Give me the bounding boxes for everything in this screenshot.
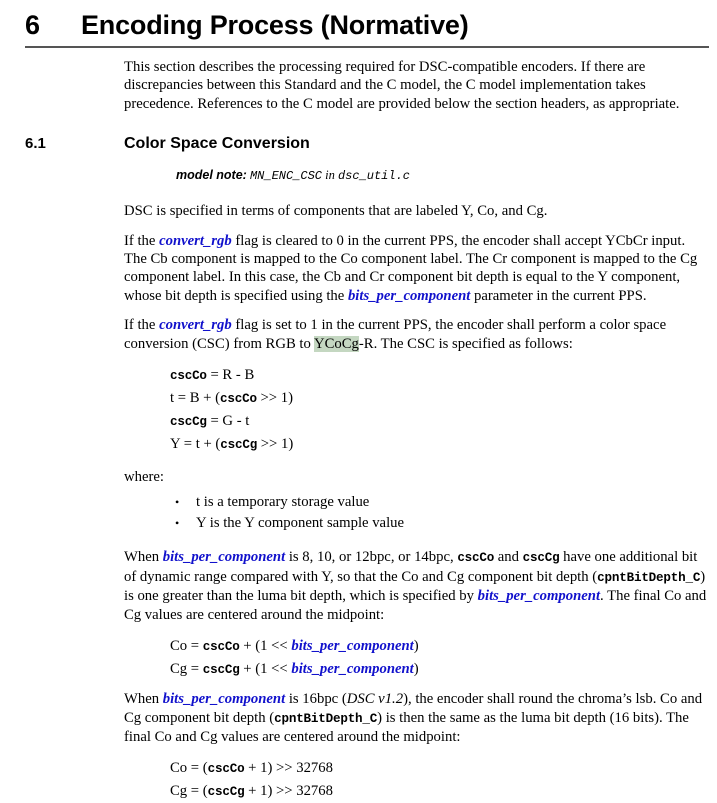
p3-text-1: If the <box>124 317 160 334</box>
param-bits-per-component: bits_per_component <box>162 691 286 708</box>
code-cscco: cscCo <box>170 369 207 384</box>
equation-block-midpoint-b <box>170 757 717 803</box>
code-cscco: cscCo <box>220 392 257 407</box>
eqb2-pre: Cg = ( <box>170 783 208 800</box>
param-convert-rgb: convert_rgb <box>159 317 232 334</box>
definition-bullet-list <box>0 492 717 534</box>
section-body-3 <box>124 690 709 746</box>
eqb1-post: + 1) >> 32768 <box>244 760 333 777</box>
equation-block-csc <box>170 364 717 456</box>
intro-block <box>124 58 709 113</box>
paragraph-bpc-16 <box>124 690 709 746</box>
subsection-heading-6-1 <box>0 134 717 154</box>
eq2-rest: >> 1) <box>256 390 293 407</box>
param-bits-per-component: bits_per_component <box>477 588 601 605</box>
p5-text-4: ) is then the same as the luma bit depth (16 bits). The final Co and Cg values are centered around the midpoint: <box>124 709 689 745</box>
paragraph-convert-rgb-set <box>124 316 709 353</box>
p2-text-3: parameter in the current PPS. <box>470 287 647 304</box>
model-note-label: model note: <box>176 168 247 183</box>
eqa2-pre: Cg = <box>170 661 203 678</box>
eqb2-post: + 1) >> 32768 <box>244 783 333 800</box>
param-bits-per-component: bits_per_component <box>162 549 286 566</box>
model-note-symbol: MN_ENC_CSC <box>249 169 322 184</box>
p4-text-6: . The final Co and Cg values are centered around the midpoint: <box>124 588 707 623</box>
eq3-rest: = G - t <box>206 413 250 430</box>
equation-csccg <box>170 410 717 433</box>
heading-divider-rule <box>25 46 709 48</box>
code-cpntbitdepth-c: cpntBitDepth_C <box>274 711 378 726</box>
where-label: where: <box>124 469 164 486</box>
code-csccg: cscCg <box>522 551 560 566</box>
paragraph-dsc-components: DSC is specified in terms of components that are labeled Y, Co, and Cg. <box>124 203 548 220</box>
code-csccg: cscCg <box>220 438 258 453</box>
equation-cscco <box>170 364 717 387</box>
p4-text-2: is 8, 10, or 12bpc, or 14bpc, <box>285 549 458 566</box>
eqa2-post: ) <box>413 661 419 678</box>
param-bits-per-component: bits_per_component <box>291 661 414 678</box>
code-csccg: cscCg <box>170 415 207 430</box>
list-item <box>175 513 717 534</box>
eqa1-pre: Co = <box>170 638 203 655</box>
p4-text-3: and <box>494 549 523 566</box>
eqa1-post: ) <box>413 638 419 655</box>
subsection-title: Color Space Conversion <box>124 135 310 153</box>
param-bits-per-component: bits_per_component <box>347 287 471 304</box>
list-item-label: Y is the Y component sample value <box>196 515 405 532</box>
p4-text-1: When <box>124 549 163 566</box>
section-body <box>124 202 709 353</box>
p4-text-4: have one additional bit of dynamic range compared with Y, so that the Co and Cg component bit depth ( <box>124 549 698 585</box>
p4-text-5: ) is one greater than the luma bit depth, which is specified by <box>124 568 706 605</box>
section-title: Encoding Process (Normative) <box>81 10 469 40</box>
eq4-lhs: Y = t + ( <box>170 436 221 453</box>
equation-co-midpoint <box>170 635 717 658</box>
param-convert-rgb: convert_rgb <box>159 232 232 249</box>
eqa1-mid: + (1 << <box>239 638 292 655</box>
model-note-connector: in <box>325 168 335 183</box>
code-csccg: cscCg <box>207 785 245 800</box>
p5-text-3: ), the encoder shall round the chroma’s lsb. Co and Cg component bit depth ( <box>124 691 703 726</box>
subsection-number: 6.1 <box>25 135 46 153</box>
eq1-rest: = R - B <box>206 367 255 384</box>
code-cscco: cscCo <box>202 640 240 655</box>
p5-text-1: When <box>124 691 163 708</box>
reference-dsc-v12: DSC v1.2 <box>346 691 404 708</box>
equation-y <box>170 433 717 456</box>
code-cscco: cscCo <box>207 762 245 777</box>
paragraph-convert-rgb-cleared <box>124 232 709 306</box>
model-note-line <box>176 167 717 184</box>
p3-text-2: flag is set to 1 in the current PPS, the encoder shall perform a color space conversion (CSC) from RGB to <box>124 317 667 352</box>
p2-text-2: flag is cleared to 0 in the current PPS, the encoder shall accept YCbCr input. The Cb component is mapped to the Co component label. The Cr component is mapped to the Cg component label. In this case, the Cb and Cr component bit depth is equal to the Y component, whose bit depth is specified using the <box>124 232 698 304</box>
section-heading-6 <box>0 0 717 42</box>
intro-paragraph: This section describes the processing required for DSC-compatible encoders. If there are discrepancies between this Standard and the C model, the C model implementation takes precedence. References to the C model are provided below the section headers, as appropriate. <box>124 59 680 112</box>
list-item <box>175 492 717 513</box>
equation-cg-rounded <box>170 780 717 803</box>
list-item-label: t is a temporary storage value <box>196 494 370 511</box>
param-bits-per-component: bits_per_component <box>291 638 414 655</box>
code-cpntbitdepth-c: cpntBitDepth_C <box>597 570 701 585</box>
equation-co-rounded <box>170 757 717 780</box>
section-number: 6 <box>25 10 41 40</box>
eqb1-pre: Co = ( <box>170 760 208 777</box>
bullet-icon: • <box>175 495 180 510</box>
code-cscco: cscCo <box>457 551 495 566</box>
eq4-rest: >> 1) <box>257 436 294 453</box>
p3-text-3: -R. The CSC is specified as follows: <box>358 335 573 352</box>
p2-text-1: If the <box>124 232 160 249</box>
model-note-file: dsc_util.c <box>337 169 410 184</box>
code-csccg: cscCg <box>202 663 240 678</box>
eq2-lhs: t = B + ( <box>170 390 221 407</box>
bullet-icon: • <box>175 516 180 531</box>
equation-block-midpoint-a <box>170 635 717 681</box>
highlighted-term-ycocg: YCoCg <box>313 335 359 352</box>
section-body-2 <box>124 548 709 624</box>
equation-cg-midpoint <box>170 658 717 681</box>
eqa2-mid: + (1 << <box>239 661 292 678</box>
p5-text-2: is 16bpc ( <box>285 691 347 708</box>
paragraph-bpc-8-14 <box>124 548 709 624</box>
equation-t <box>170 387 717 410</box>
